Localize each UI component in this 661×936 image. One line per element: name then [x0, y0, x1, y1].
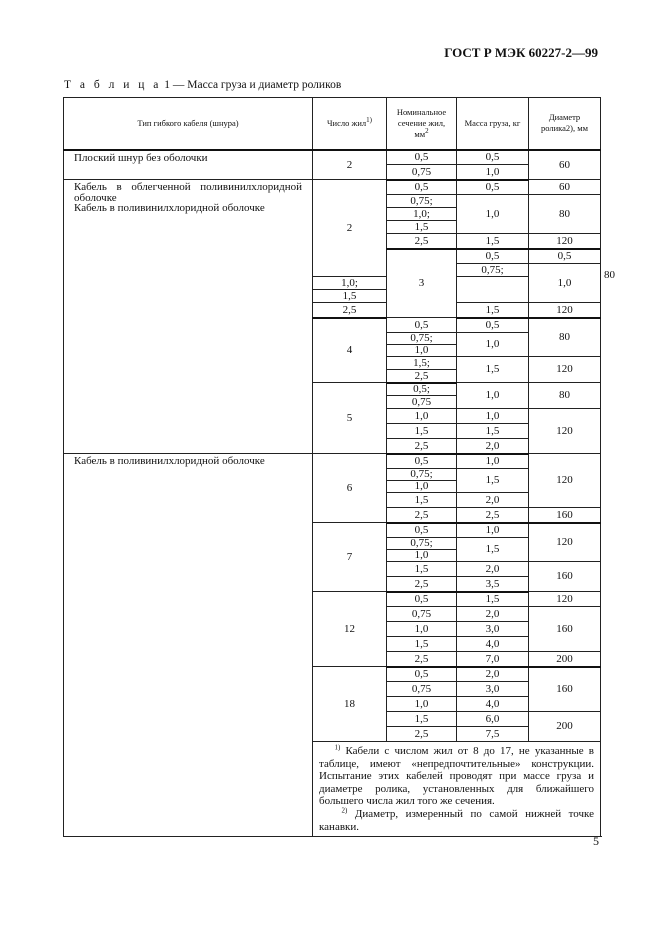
section-cell: 1,5 — [387, 493, 457, 508]
section-cell: 0,75 — [387, 165, 457, 180]
diameter-cell: 80 — [529, 383, 601, 409]
section-cell: 0,5 — [387, 523, 457, 538]
diameter-cell: 200 — [529, 652, 601, 667]
section-cell: 0,75; — [387, 195, 457, 208]
mass-cell: 1,0 — [457, 333, 529, 357]
cores-cell: 2 — [313, 180, 387, 277]
section-cell: 1,0 — [387, 622, 457, 637]
mass-cell: 0,5 — [457, 318, 529, 333]
load-table: Тип гибкого кабеля (шнура) Число жил$^{1)}$ Номинальное сечение жил, $мм^2$ Масса груза, кг Диаметр ролика2), мм Плоский шнур без оболочки 2 0,5 0,5 60 0,75 1,0 Кабель в облегченной поливинилхлоридной оболочке Кабель в поливинилхлоридной оболочке 2 0,5 0,5 60 0,75; 1,0 80 1,0; 1,5 2,5 1,5 120 3 0,5 0,5 80 0,75; 1,0 1,0; 1,5 2,5 1,5 120 4 0,5 0,5 80 0,75; 1,0 1,0 1,5; 1,5 120 2,5 5 0,5; 1,0 80 0,75 1,0 1,0 120 1,5 1,5 2,5 2,0 Кабель в поливинилхлоридной оболочке 6 0,5 1,0 120 0,75; 1,5 1,0 1,5 2,0 2,5 2,5 160 7 0,5 1,0 120 0,75; 1,5 1,0 1,5 2,0 160 2,5 3,5 12 0,5 1,5 120 0,75 2,0 160 1,0 3,0 1,5 4,0 2,5 7,0 200 18 0,5 2,0 160 0,75 3,0 1,0 4,0 1,5 6,0 200 2,5 7,5 $^{1)}$ Кабели с числом жил от 8 до 17, не указанные в таблице, имеют «непредпочтительные» конструкции. Испытание этих кабелей проводят при массе груза и диаметре ролика, установленных для ближайшего большего числа жил того же сечения. $^{2)}$ Диаметр, измеренный по самой нижней точке канавки. — [63, 97, 601, 837]
document-header: ГОСТ Р МЭК 60227-2—99 — [444, 45, 598, 60]
caption-label: Т а б л и ц а — [64, 79, 162, 91]
mass-cell: 3,5 — [457, 577, 529, 592]
section-cell: 1,5; — [387, 357, 457, 370]
table-footnotes — [313, 742, 601, 837]
cable-type-flat: Плоский шнур без оболочки — [64, 150, 313, 180]
mass-cell: 2,0 — [457, 439, 529, 454]
section-cell: 0,75; — [457, 264, 529, 277]
section-cell: 0,75 — [387, 396, 457, 409]
section-cell: 0,5 — [387, 454, 457, 469]
section-cell: 2,5 — [387, 508, 457, 523]
mass-cell: 2,5 — [457, 508, 529, 523]
cores-cell: 2 — [313, 150, 387, 180]
caption-number: 1 — [164, 79, 171, 91]
mass-cell: 1,5 — [457, 357, 529, 383]
header-mass: Масса груза, кг — [457, 98, 529, 150]
mass-cell: 0,5 — [457, 180, 529, 195]
mass-cell: 4,0 — [457, 697, 529, 712]
cores-cell: 4 — [313, 318, 387, 383]
section-cell: 1,0 — [387, 409, 457, 424]
section-cell: 1,5 — [387, 712, 457, 727]
cores-cell: 12 — [313, 592, 387, 667]
page-number: 5 — [593, 834, 599, 848]
section-cell: 1,0 — [387, 345, 457, 357]
diameter-cell: 120 — [529, 409, 601, 454]
section-cell: 2,5 — [387, 370, 457, 383]
section-cell: 2,5 — [313, 303, 387, 318]
diameter-cell: 160 — [529, 667, 601, 712]
section-cell: 0,75; — [387, 469, 457, 481]
mass-cell: 2,0 — [457, 607, 529, 622]
section-cell: 0,5 — [387, 318, 457, 333]
section-cell: 0,5 — [457, 249, 529, 264]
mass-cell: 1,0 — [529, 264, 601, 303]
section-cell: 1,0 — [387, 550, 457, 562]
cores-cell: 18 — [313, 667, 387, 742]
section-cell: 0,75 — [387, 607, 457, 622]
header-cores: Число жил$^{1)}$ — [313, 98, 387, 150]
diameter-cell: 120 — [529, 523, 601, 562]
footnote-1: $^{1)}$ Кабели с числом жил от 8 до 17, не указанные в таблице, имеют «непредпочтительные» конструкции. Испытание этих кабелей проводят при массе груза и диаметре ролика, установленных для ближайшего большего числа жил того же сечения. — [319, 743, 594, 808]
header-diameter: Диаметр ролика2), мм — [529, 98, 601, 150]
cores-cell: 6 — [313, 454, 387, 523]
footnote-2: $^{2)}$ Диаметр, измеренный по самой нижней точке канавки. — [319, 806, 595, 833]
cable-type-pvc: Кабель в поливинилхлоридной оболочке — [64, 454, 313, 837]
diameter-cell: 80 — [529, 195, 601, 234]
diameter-cell: 160 — [529, 562, 601, 592]
mass-cell: 2,0 — [457, 493, 529, 508]
section-cell: 2,5 — [387, 652, 457, 667]
diameter-cell: 60 — [529, 180, 601, 195]
cores-cell: 3 — [387, 249, 457, 318]
mass-cell: 1,5 — [457, 538, 529, 562]
mass-cell: 1,0 — [457, 454, 529, 469]
header-section: Номинальное сечение жил, $мм^2$ — [387, 98, 457, 150]
mass-cell: 6,0 — [457, 712, 529, 727]
section-cell: 1,5 — [387, 424, 457, 439]
section-cell: 1,0 — [387, 697, 457, 712]
diameter-cell: 80 — [529, 318, 601, 357]
cores-cell: 7 — [313, 523, 387, 592]
mass-cell: 2,0 — [457, 562, 529, 577]
diameter-cell: 120 — [529, 592, 601, 607]
table-caption — [64, 79, 341, 91]
mass-cell: 1,5 — [457, 469, 529, 493]
section-cell: 2,5 — [387, 439, 457, 454]
section-cell: 0,5 — [387, 180, 457, 195]
mass-cell: 4,0 — [457, 637, 529, 652]
diameter-cell: 120 — [529, 357, 601, 383]
mass-cell: 1,0 — [457, 165, 529, 180]
section-cell: 0,5 — [387, 150, 457, 165]
diameter-cell: 60 — [529, 150, 601, 180]
mass-cell: 7,0 — [457, 652, 529, 667]
section-cell: 2,5 — [387, 234, 457, 249]
diameter-cell: 120 — [529, 303, 601, 318]
section-cell: 1,5 — [387, 221, 457, 234]
mass-cell: 1,0 — [457, 409, 529, 424]
diameter-cell: 160 — [529, 508, 601, 523]
mass-cell: 2,0 — [457, 667, 529, 682]
mass-cell: 3,0 — [457, 682, 529, 697]
cable-type-light-pvc: Кабель в облегченной поливинилхлоридной оболочке Кабель в поливинилхлоридной оболочке — [64, 180, 313, 454]
section-cell: 0,5 — [387, 667, 457, 682]
mass-cell: 1,0 — [457, 383, 529, 409]
section-cell: 2,5 — [387, 727, 457, 742]
section-cell: 0,75; — [387, 333, 457, 345]
header-type: Тип гибкого кабеля (шнура) — [64, 98, 313, 150]
mass-cell: 0,5 — [529, 249, 601, 264]
mass-cell: 0,5 — [457, 150, 529, 165]
diameter-cell: 200 — [529, 712, 601, 742]
caption-dash: — — [172, 79, 185, 91]
mass-cell: 1,5 — [457, 592, 529, 607]
section-cell: 2,5 — [387, 577, 457, 592]
section-cell: 0,5 — [387, 592, 457, 607]
diameter-cell: 160 — [529, 607, 601, 652]
mass-cell: 1,5 — [457, 234, 529, 249]
mass-cell: 3,0 — [457, 622, 529, 637]
section-cell: 1,0; — [313, 277, 387, 290]
mass-cell: 1,0 — [457, 195, 529, 234]
section-cell: 1,5 — [387, 637, 457, 652]
mass-cell: 7,5 — [457, 727, 529, 742]
caption-title: Масса груза и диаметр роликов — [187, 79, 342, 91]
section-cell: 1,0; — [387, 208, 457, 221]
section-cell: 1,5 — [313, 290, 387, 303]
section-cell: 0,75 — [387, 682, 457, 697]
mass-cell: 1,0 — [457, 523, 529, 538]
cores-cell: 5 — [313, 383, 387, 454]
diameter-cell: 120 — [529, 454, 601, 508]
section-cell: 1,0 — [387, 481, 457, 493]
mass-cell: 1,5 — [457, 303, 529, 318]
section-cell: 0,5; — [387, 383, 457, 396]
diameter-cell: 120 — [529, 234, 601, 249]
section-cell: 0,75; — [387, 538, 457, 550]
section-cell: 1,5 — [387, 562, 457, 577]
mass-cell: 1,5 — [457, 424, 529, 439]
